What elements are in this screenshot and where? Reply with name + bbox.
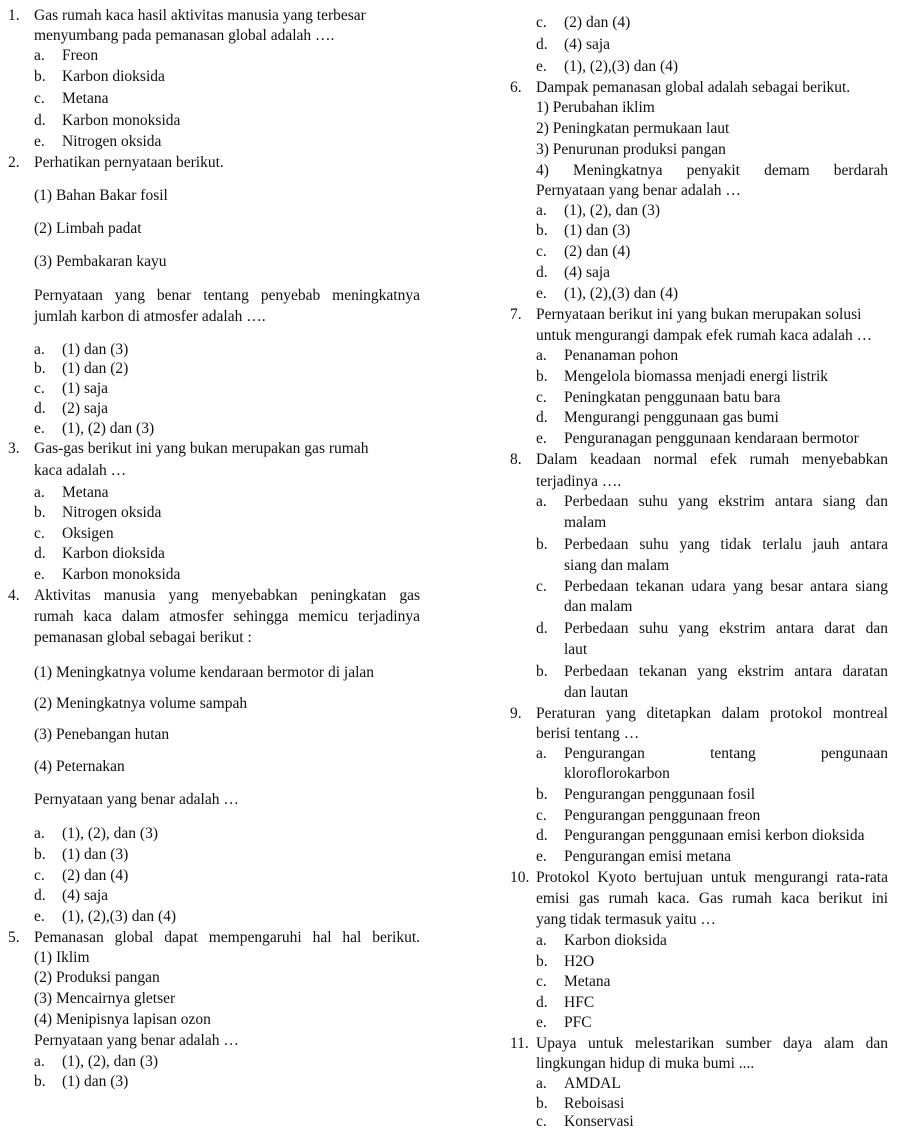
question-number: 3. — [8, 440, 20, 457]
option-letter: b. — [34, 504, 46, 521]
option-text: Konservasi — [564, 1113, 634, 1130]
option-letter: a. — [536, 202, 547, 219]
option-letter: e. — [536, 430, 547, 447]
option-letter: a. — [536, 493, 547, 510]
option-letter: a. — [34, 825, 45, 842]
option-letter: c. — [34, 867, 45, 884]
question-number: 2. — [8, 154, 20, 171]
question-number: 9. — [510, 705, 522, 722]
option-letter: a. — [536, 1075, 547, 1092]
statement: (2) Limbah padat — [34, 220, 142, 237]
option-text: (1) dan (2) — [62, 360, 129, 377]
statement: 1) Perubahan iklim — [536, 99, 655, 116]
question-stem: Gas-gas berikut ini yang bukan merupakan gas rumah — [34, 440, 369, 457]
option-letter: a. — [34, 1053, 45, 1070]
option-text: (4) saja — [564, 36, 611, 53]
question-stem: Peraturan yang ditetapkan dalam protokol montreal — [536, 705, 888, 722]
option-letter: d. — [536, 827, 548, 844]
option-text: laut — [564, 641, 588, 658]
option-text: Metana — [564, 973, 611, 990]
option-text: Perbedaan tekanan udara yang besar antara siang — [564, 578, 888, 595]
option-letter: c. — [34, 90, 45, 107]
question-stem: Pemanasan global dapat mempengaruhi hal hal berikut. — [34, 929, 420, 946]
statement: (3) Penebangan hutan — [34, 726, 170, 743]
question-stem: menyumbang pada pemanasan global adalah …. — [34, 27, 335, 44]
option-letter: d. — [536, 264, 548, 281]
option-letter: c. — [536, 807, 547, 824]
option-text: dan lautan — [564, 684, 629, 701]
option-text: Reboisasi — [564, 1095, 625, 1112]
question-number: 4. — [8, 587, 20, 604]
option-text: (1), (2) dan (3) — [62, 420, 155, 437]
option-text: Karbon dioksida — [62, 545, 165, 562]
option-text: Penguranagan penggunaan kendaraan bermotor — [564, 430, 859, 447]
question-number: 7. — [510, 306, 522, 323]
option-text: HFC — [564, 994, 595, 1011]
option-letter: e. — [536, 848, 547, 865]
question-stem: terjadinya …. — [536, 473, 622, 490]
option-letter: a. — [536, 932, 547, 949]
statement: (4) Peternakan — [34, 758, 125, 775]
question-number: 5. — [8, 929, 20, 946]
option-text: Mengurangi penggunaan gas bumi — [564, 409, 779, 426]
question-number: 11. — [510, 1035, 529, 1052]
option-letter: c. — [536, 1113, 547, 1130]
statement: 3) Penurunan produksi pangan — [536, 141, 726, 158]
option-letter: c. — [536, 578, 547, 595]
option-letter: a. — [536, 347, 547, 364]
question-stem: Protokol Kyoto bertujuan untuk mengurangi rata-rata — [536, 869, 888, 886]
option-letter: b. — [536, 1095, 548, 1112]
option-text: Karbon dioksida — [564, 932, 667, 949]
option-text: (1), (2),(3) dan (4) — [564, 58, 679, 75]
option-letter: c. — [536, 973, 547, 990]
option-text: (2) dan (4) — [564, 243, 631, 260]
option-text: Karbon dioksida — [62, 68, 165, 85]
option-letter: d. — [536, 620, 548, 637]
option-text: (4) saja — [564, 264, 611, 281]
question-prompt: Pernyataan yang benar tentang penyebab meningkatnya — [34, 287, 420, 304]
question-stem: emisi gas rumah kaca. Gas rumah kaca berikut ini — [536, 890, 888, 907]
option-text: malam — [564, 514, 607, 531]
option-text: dan malam — [564, 598, 633, 615]
option-letter: e. — [34, 420, 45, 437]
question-number: 10. — [510, 869, 530, 886]
option-text: Peningkatan penggunaan batu bara — [564, 389, 781, 406]
option-text: AMDAL — [564, 1075, 621, 1092]
option-text: (1) dan (3) — [62, 846, 129, 863]
option-letter: b. — [536, 222, 548, 239]
option-text: (1) dan (3) — [62, 1073, 129, 1090]
question-prompt: jumlah karbon di atmosfer adalah …. — [34, 308, 266, 325]
option-text: (1), (2),(3) dan (4) — [564, 285, 679, 302]
option-letter: b. — [536, 953, 548, 970]
statement: (3) Pembakaran kayu — [34, 253, 167, 270]
option-letter: b. — [536, 663, 548, 680]
statement: (1) Iklim — [34, 949, 90, 966]
option-letter: e. — [536, 285, 547, 302]
option-text: H2O — [564, 953, 595, 970]
statement: (2) Produksi pangan — [34, 969, 160, 986]
option-text: Perbedaan tekanan yang ekstrim antara daratan — [564, 663, 888, 680]
option-text: (1) dan (3) — [62, 341, 129, 358]
question-number: 1. — [8, 7, 20, 24]
option-letter: b. — [536, 786, 548, 803]
option-letter: e. — [536, 1014, 547, 1031]
statement: (3) Mencairnya gletser — [34, 990, 176, 1007]
option-letter: e. — [34, 133, 45, 150]
option-letter: d. — [536, 409, 548, 426]
question-prompt: Pernyataan yang benar adalah … — [34, 791, 239, 808]
question-prompt: Pernyataan yang benar adalah … — [536, 182, 741, 199]
option-letter: d. — [34, 112, 46, 129]
option-text: (1) dan (3) — [564, 222, 631, 239]
option-letter: c. — [536, 243, 547, 260]
statement: (4) Menipisnya lapisan ozon — [34, 1011, 211, 1028]
option-text: Karbon monoksida — [62, 112, 181, 129]
question-stem: untuk mengurangi dampak efek rumah kaca adalah … — [536, 327, 873, 344]
option-text: (2) saja — [62, 400, 109, 417]
question-stem: pemanasan global sebagai berikut : — [34, 629, 252, 646]
option-text: (2) dan (4) — [62, 867, 129, 884]
option-text: Mengelola biomassa menjadi energi listrik — [564, 368, 829, 385]
option-text: Pengurangan penggunaan freon — [564, 807, 761, 824]
option-letter: c. — [536, 14, 547, 31]
option-text: (1), (2), dan (3) — [62, 825, 158, 842]
option-letter: b. — [536, 536, 548, 553]
question-number: 6. — [510, 79, 522, 96]
option-letter: b. — [34, 1073, 46, 1090]
option-text: Penanaman pohon — [564, 347, 679, 364]
option-text: Metana — [62, 90, 109, 107]
option-text: kloroflorokarbon — [564, 765, 670, 782]
option-text: Perbedaan suhu yang tidak terlalu jauh antara — [564, 536, 888, 553]
question-stem: Gas rumah kaca hasil aktivitas manusia yang terbesar — [34, 7, 366, 24]
option-text: Pengurangan penggunaan fosil — [564, 786, 756, 803]
option-letter: d. — [34, 887, 46, 904]
option-text: Freon — [62, 47, 99, 64]
option-text: (4) saja — [62, 887, 109, 904]
option-letter: b. — [34, 68, 46, 85]
option-letter: d. — [536, 994, 548, 1011]
option-text: Nitrogen oksida — [62, 133, 162, 150]
option-letter: d. — [536, 36, 548, 53]
statement: 2) Peningkatan permukaan laut — [536, 120, 730, 137]
option-letter: a. — [34, 47, 45, 64]
option-text: Nitrogen oksida — [62, 504, 162, 521]
question-stem: kaca adalah … — [34, 462, 127, 479]
option-text: (1), (2), dan (3) — [564, 202, 660, 219]
question-prompt: Pernyataan yang benar adalah … — [34, 1032, 239, 1049]
option-letter: b. — [34, 360, 46, 377]
option-letter: a. — [536, 745, 547, 762]
question-stem: yang tidak termasuk yaitu … — [536, 911, 716, 928]
option-letter: d. — [34, 545, 46, 562]
statement: (2) Meningkatnya volume sampah — [34, 695, 248, 712]
option-text: Pengurangan tentang pengunaan — [564, 745, 888, 762]
question-stem: Perhatikan pernyataan berikut. — [34, 154, 224, 171]
option-text: Perbedaan suhu yang ekstrim antara darat dan — [564, 620, 888, 637]
option-text: Pengurangan emisi metana — [564, 848, 732, 865]
option-text: (2) dan (4) — [564, 14, 631, 31]
question-stem: rumah kaca dalam atmosfer sehingga memicu terjadinya — [34, 608, 420, 625]
statement: (1) Meningkatnya volume kendaraan bermotor di jalan — [34, 664, 375, 681]
question-stem: Dampak pemanasan global adalah sebagai berikut. — [536, 79, 851, 96]
option-letter: e. — [34, 566, 45, 583]
option-letter: e. — [536, 58, 547, 75]
option-letter: a. — [34, 341, 45, 358]
question-stem: Dalam keadaan normal efek rumah menyebabkan — [536, 451, 888, 468]
option-text: siang dan malam — [564, 557, 670, 574]
option-text: PFC — [564, 1014, 592, 1031]
option-text: Perbedaan suhu yang ekstrim antara siang dan — [564, 493, 888, 510]
question-stem: Pernyataan berikut ini yang bukan merupakan solusi — [536, 306, 862, 323]
option-letter: b. — [34, 846, 46, 863]
option-text: (1) saja — [62, 380, 109, 397]
option-letter: c. — [34, 380, 45, 397]
option-letter: c. — [536, 389, 547, 406]
option-text: Pengurangan penggunaan emisi kerbon dioksida — [564, 827, 865, 844]
option-letter: b. — [536, 368, 548, 385]
option-text: (1), (2), dan (3) — [62, 1053, 158, 1070]
option-letter: a. — [34, 484, 45, 501]
option-text: Oksigen — [62, 525, 114, 542]
option-text: Metana — [62, 484, 109, 501]
option-text: (1), (2),(3) dan (4) — [62, 908, 177, 925]
statement: 4) Meningkatnya penyakit demam berdarah — [536, 162, 888, 179]
statement: (1) Bahan Bakar fosil — [34, 187, 168, 204]
option-text: Karbon monoksida — [62, 566, 181, 583]
option-letter: c. — [34, 525, 45, 542]
question-number: 8. — [510, 451, 522, 468]
question-stem: lingkungan hidup di muka bumi .... — [536, 1055, 755, 1072]
option-letter: e. — [34, 908, 45, 925]
question-stem: berisi tentang … — [536, 725, 640, 742]
option-letter: d. — [34, 400, 46, 417]
question-stem: Aktivitas manusia yang menyebabkan peningkatan gas — [34, 587, 420, 604]
question-stem: Upaya untuk melestarikan sumber daya alam dan — [536, 1035, 888, 1052]
